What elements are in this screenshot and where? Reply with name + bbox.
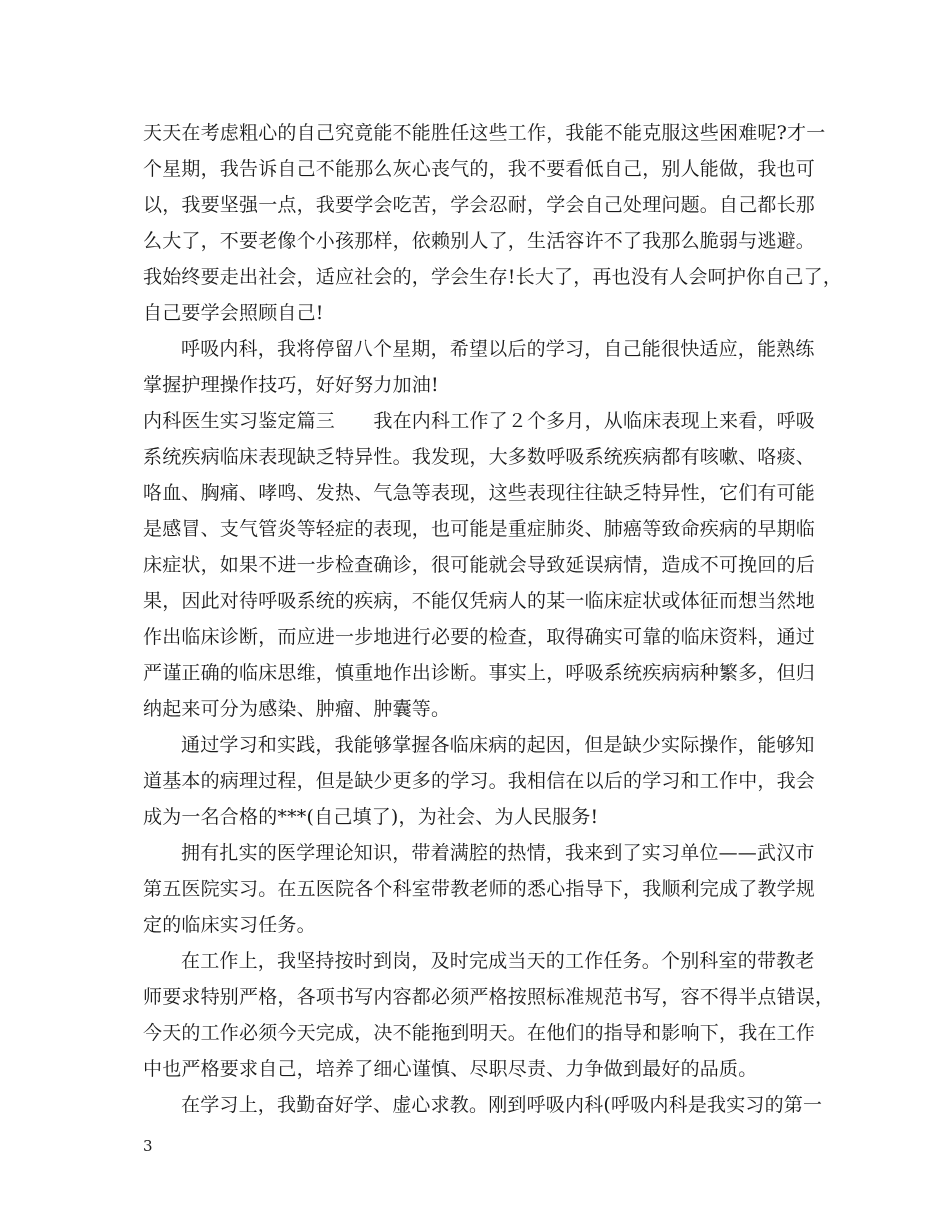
- text-line: 在学习上，我勤奋好学、虚心求教。刚到呼吸内科(呼吸内科是我实习的第一: [181, 1094, 823, 1116]
- text-line: 定的临床实习任务。: [143, 914, 316, 936]
- document-body: [143, 115, 843, 1123]
- text-line: 今天的工作必须今天完成，决不能拖到明天。在他们的指导和影响下，我在工作: [143, 1022, 816, 1044]
- text-line: 果，因此对待呼吸系统的疾病，不能仅凭病人的某一临床症状或体征而想当然地: [143, 590, 816, 612]
- text-line: 严谨正确的临床思维，慎重地作出诊断。事实上，呼吸系统疾病病种繁多，但归: [143, 662, 816, 684]
- text-line: 系统疾病临床表现缺乏特异性。我发现，大多数呼吸系统疾病都有咳嗽、咯痰、: [143, 446, 816, 468]
- text-line: 掌握护理操作技巧，好好努力加油!: [143, 374, 439, 396]
- text-line: 在工作上，我坚持按时到岗，及时完成当天的工作任务。个别科室的带教老: [181, 950, 815, 972]
- text-line: 咯血、胸痛、哮鸣、发热、气急等表现，这些表现往往缺乏特异性，它们有可能: [143, 482, 816, 504]
- text-line: 拥有扎实的医学理论知识，带着满腔的热情，我来到了实习单位——武汉市: [181, 842, 815, 864]
- text-line: 个星期，我告诉自己不能那么灰心丧气的，我不要看低自己，别人能做，我也可: [143, 158, 816, 180]
- text-line: 成为一名合格的***(自己填了)，为社会、为人民服务!: [143, 806, 599, 828]
- text-line: 呼吸内科，我将停留八个星期，希望以后的学习，自己能很快适应，能熟练: [181, 338, 815, 360]
- text-line: 床症状，如果不进一步检查确诊，很可能就会导致延误病情，造成不可挽回的后: [143, 554, 816, 576]
- text-line: 纳起来可分为感染、肿瘤、肿囊等。: [143, 698, 451, 720]
- text-line: 自己要学会照顾自己!: [143, 302, 324, 324]
- text-line: 么大了，不要老像个小孩那样，依赖别人了，生活容许不了我那么脆弱与逃避。: [143, 230, 816, 252]
- text-line: 道基本的病理过程，但是缺少更多的学习。我相信在以后的学习和工作中，我会: [143, 770, 816, 792]
- text-line: 以，我要坚强一点，我要学会吃苦，学会忍耐，学会自己处理问题。自己都长那: [143, 194, 816, 216]
- text-line: 师要求特别严格，各项书写内容都必须严格按照标准规范书写，容不得半点错误，: [143, 986, 835, 1008]
- text-line: 作出临床诊断，而应进一步地进行必要的检查，取得确实可靠的临床资料，通过: [143, 626, 816, 648]
- text-line: 通过学习和实践，我能够掌握各临床病的起因，但是缺少实际操作，能够知: [181, 734, 815, 756]
- text-line: 我始终要走出社会，适应社会的，学会生存!长大了，再也没有人会呵护你自己了，: [143, 266, 843, 288]
- text-line: 第五医院实习。在五医院各个科室带教老师的悉心指导下，我顺利完成了教学规: [143, 878, 816, 900]
- text-line: 中也严格要求自己，培养了细心谨慎、尽职尽责、力争做到最好的品质。: [143, 1058, 758, 1080]
- section-heading-line: 内科医生实习鉴定篇三 我在内科工作了２个多月，从临床表现上来看，呼吸: [143, 410, 816, 432]
- text-line: 是感冒、支气管炎等轻症的表现，也可能是重症肺炎、肺癌等致命疾病的早期临: [143, 518, 816, 540]
- page-number: 3: [143, 1137, 153, 1155]
- text-line: 天天在考虑粗心的自己究竟能不能胜任这些工作，我能不能克服这些困难呢?才一: [143, 122, 826, 144]
